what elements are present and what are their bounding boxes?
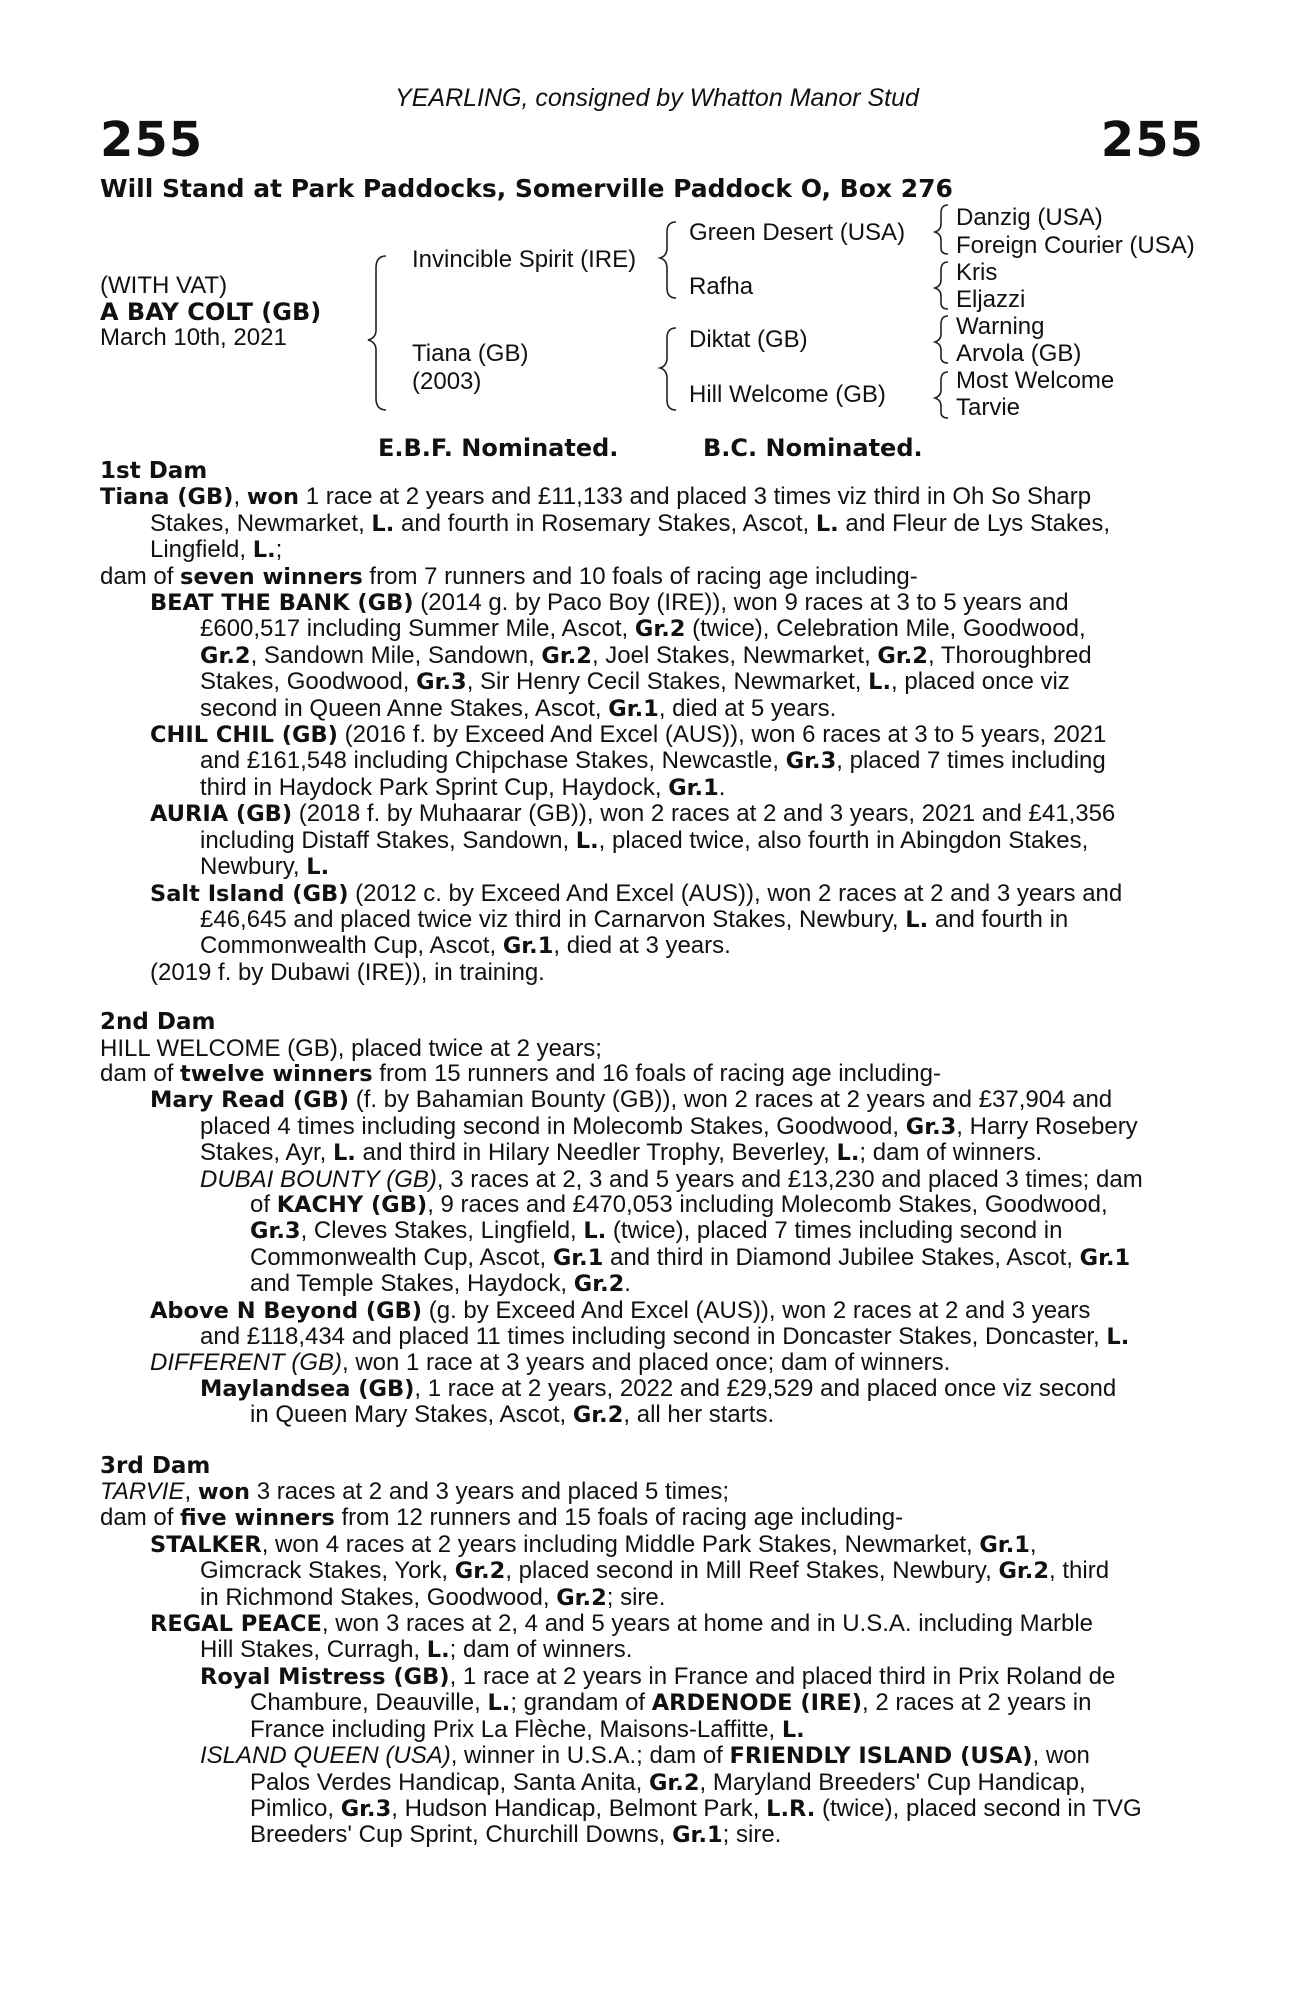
dam-year: (2003) xyxy=(412,368,482,395)
brace-gen3-a xyxy=(935,205,948,254)
first-dam-line: dam of seven winners from 7 runners and 10 foals of racing age including- xyxy=(100,562,918,590)
lot-number-left: 255 xyxy=(100,112,204,168)
sire-dam-name: Rafha xyxy=(689,273,754,300)
vat-note: (WITH VAT) xyxy=(100,272,228,299)
gen3-ancestor: Tarvie xyxy=(956,394,1021,421)
third-dam-line: in Richmond Stakes, Goodwood, Gr.2; sire. xyxy=(200,1583,666,1611)
first-dam-line: and £161,548 including Chipchase Stakes, Newcastle, Gr.3, placed 7 times including xyxy=(200,747,1106,775)
section-gap xyxy=(100,985,1204,1010)
third-dam-line: France including Prix La Flèche, Maisons-Laffitte, L. xyxy=(250,1715,805,1743)
third-dam-line: dam of five winners from 12 runners and 15 foals of racing age including- xyxy=(100,1504,904,1532)
first-dam-line: AURIA (GB) (2018 f. by Muhaarar (GB)), won 2 races at 2 and 3 years, 2021 and £41,356 xyxy=(150,800,1116,828)
third-dam-line: Hill Stakes, Curragh, L.; dam of winners. xyxy=(200,1636,633,1664)
first-dam-line: CHIL CHIL (GB) (2016 f. by Exceed And Excel (AUS)), won 6 races at 3 to 5 years, 2021 xyxy=(150,721,1107,749)
second-dam-line: Gr.3, Cleves Stakes, Lingfield, L. (twice), placed 7 times including second in xyxy=(250,1217,1063,1245)
third-dam-line: Pimlico, Gr.3, Hudson Handicap, Belmont Park, L.R. (twice), placed second in TVG xyxy=(250,1794,1142,1822)
gen3-ancestor: Arvola (GB) xyxy=(956,340,1082,367)
third-dam-line: Chambure, Deauville, L.; grandam of ARDENODE (IRE), 2 races at 2 years in xyxy=(250,1689,1092,1717)
first-dam-line: Stakes, Newmarket, L. and fourth in Rosemary Stakes, Ascot, L. and Fleur de Lys Stakes, xyxy=(150,509,1110,537)
first-dam-line: including Distaff Stakes, Sandown, L., placed twice, also fourth in Abingdon Stakes, xyxy=(200,826,1089,854)
first-dam-line: Lingfield, L.; xyxy=(150,536,283,564)
first-dam-line: Stakes, Goodwood, Gr.3, Sir Henry Cecil Stakes, Newmarket, L., placed once viz xyxy=(200,668,1070,696)
third-dam-heading: 3rd Dam xyxy=(100,1452,211,1479)
bc-nomination: B.C. Nominated. xyxy=(703,434,923,462)
brace-gen2-dam xyxy=(660,328,676,410)
third-dam-line: Royal Mistress (GB), 1 race at 2 years in France and placed third in Prix Roland de xyxy=(200,1662,1116,1690)
first-dam-line: Commonwealth Cup, Ascot, Gr.1, died at 3 years. xyxy=(200,932,731,960)
first-dam-line: second in Queen Anne Stakes, Ascot, Gr.1, died at 5 years. xyxy=(200,694,837,722)
first-dam-line: BEAT THE BANK (GB) (2014 g. by Paco Boy (IRE)), won 9 races at 3 to 5 years and xyxy=(150,589,1069,617)
first-dam-line: Gr.2, Sandown Mile, Sandown, Gr.2, Joel Stakes, Newmarket, Gr.2, Thoroughbred xyxy=(200,641,1092,669)
first-dam-line: third in Haydock Park Sprint Cup, Haydock, Gr.1. xyxy=(200,773,726,801)
gen3-ancestor: Eljazzi xyxy=(956,286,1026,313)
second-dam-line: in Queen Mary Stakes, Ascot, Gr.2, all her starts. xyxy=(250,1401,775,1429)
first-dam-heading: 1st Dam xyxy=(100,458,208,484)
gen3-ancestor: Foreign Courier (USA) xyxy=(956,232,1195,259)
second-dam-line: HILL WELCOME (GB), placed twice at 2 years; xyxy=(100,1034,602,1062)
section-gap xyxy=(100,1429,1204,1454)
second-dam-line: Mary Read (GB) (f. by Bahamian Bounty (GB)), won 2 races at 2 years and £37,904 and xyxy=(150,1086,1113,1114)
second-dam-heading: 2nd Dam xyxy=(100,1009,216,1036)
first-dam-line: Newbury, L. xyxy=(200,853,330,881)
third-dam-line: Gimcrack Stakes, York, Gr.2, placed second in Mill Reef Stakes, Newbury, Gr.2, third xyxy=(200,1557,1110,1585)
gen3-ancestor: Most Welcome xyxy=(956,367,1115,394)
produce-record xyxy=(100,459,1204,1849)
lot-number-right: 255 xyxy=(1100,112,1204,168)
ebf-nomination: E.B.F. Nominated. xyxy=(378,434,619,462)
second-dam-line: Above N Beyond (GB) (g. by Exceed And Excel (AUS)), won 2 races at 2 and 3 years xyxy=(150,1296,1091,1324)
second-dam-line: and Temple Stakes, Haydock, Gr.2. xyxy=(250,1270,631,1298)
gen3-ancestor: Kris xyxy=(956,259,998,286)
brace-gen3-b xyxy=(935,262,948,309)
third-dam-line: Palos Verdes Handicap, Santa Anita, Gr.2, Maryland Breeders' Cup Handicap, xyxy=(250,1768,1086,1796)
brace-gen3-c xyxy=(935,316,948,363)
second-dam-line: Commonwealth Cup, Ascot, Gr.1 and third in Diamond Jubilee Stakes, Ascot, Gr.1 xyxy=(250,1243,1131,1271)
consignor-line: YEARLING, consigned by Whatton Manor Stud xyxy=(395,84,919,112)
sire-name: Invincible Spirit (IRE) xyxy=(412,246,637,273)
dam-sire-name: Diktat (GB) xyxy=(689,326,808,353)
third-dam-line: Breeders' Cup Sprint, Churchill Downs, Gr.1; sire. xyxy=(250,1821,782,1849)
second-dam-line: dam of twelve winners from 15 runners and 16 foals of racing age including- xyxy=(100,1059,941,1087)
third-dam-line: STALKER, won 4 races at 2 years including Middle Park Stakes, Newmarket, Gr.1, xyxy=(150,1530,1037,1558)
second-dam-line: Maylandsea (GB), 1 race at 2 years, 2022 and £29,529 and placed once viz second xyxy=(200,1374,1117,1402)
first-dam-line: £46,645 and placed twice viz third in Carnarvon Stakes, Newbury, L. and fourth in xyxy=(200,905,1069,933)
second-dam-line: DIFFERENT (GB), won 1 race at 3 years and placed once; dam of winners. xyxy=(150,1349,951,1377)
third-dam-line: TARVIE, won 3 races at 2 and 3 years and placed 5 times; xyxy=(100,1478,730,1506)
pedigree-braces xyxy=(0,0,1314,440)
first-dam-line: Salt Island (GB) (2012 c. by Exceed And Excel (AUS)), won 2 races at 2 and 3 years and xyxy=(150,879,1123,907)
dam-name: Tiana (GB) xyxy=(412,340,529,367)
second-dam-line: Stakes, Ayr, L. and third in Hilary Needler Trophy, Beverley, L.; dam of winners. xyxy=(200,1139,1043,1167)
third-dam-line: REGAL PEACE, won 3 races at 2, 4 and 5 years at home and in U.S.A. including Marble xyxy=(150,1610,1093,1638)
stable-location: Will Stand at Park Paddocks, Somerville Paddock O, Box 276 xyxy=(100,174,953,203)
third-dam-line: ISLAND QUEEN (USA), winner in U.S.A.; dam of FRIENDLY ISLAND (USA), won xyxy=(200,1742,1090,1770)
second-dam-line: DUBAI BOUNTY (GB), 3 races at 2, 3 and 5 years and £13,230 and placed 3 times; dam xyxy=(200,1165,1143,1193)
second-dam-line: and £118,434 and placed 11 times including second in Doncaster Stakes, Doncaster, L. xyxy=(200,1323,1130,1350)
gen3-ancestor: Warning xyxy=(956,313,1045,340)
second-dam-line: of KACHY (GB), 9 races and £470,053 including Molecomb Stakes, Goodwood, xyxy=(250,1190,1108,1218)
brace-gen3-d xyxy=(935,372,948,418)
sire-sire-name: Green Desert (USA) xyxy=(689,219,906,246)
gen3-ancestor: Danzig (USA) xyxy=(956,204,1103,231)
first-dam-line: (2019 f. by Dubawi (IRE)), in training. xyxy=(150,958,545,986)
brace-gen1 xyxy=(368,256,386,410)
first-dam-line: Tiana (GB), won 1 race at 2 years and £11,133 and placed 3 times viz third in Oh So Sharp xyxy=(100,483,1092,511)
horse-name: A BAY COLT (GB) xyxy=(100,298,322,326)
first-dam-line: £600,517 including Summer Mile, Ascot, Gr.2 (twice), Celebration Mile, Goodwood, xyxy=(200,615,1086,643)
brace-gen2-sire xyxy=(660,222,676,298)
second-dam-line: placed 4 times including second in Molecomb Stakes, Goodwood, Gr.3, Harry Rosebery xyxy=(200,1112,1138,1140)
dam-dam-name: Hill Welcome (GB) xyxy=(689,381,886,408)
foaling-date: March 10th, 2021 xyxy=(100,324,287,351)
